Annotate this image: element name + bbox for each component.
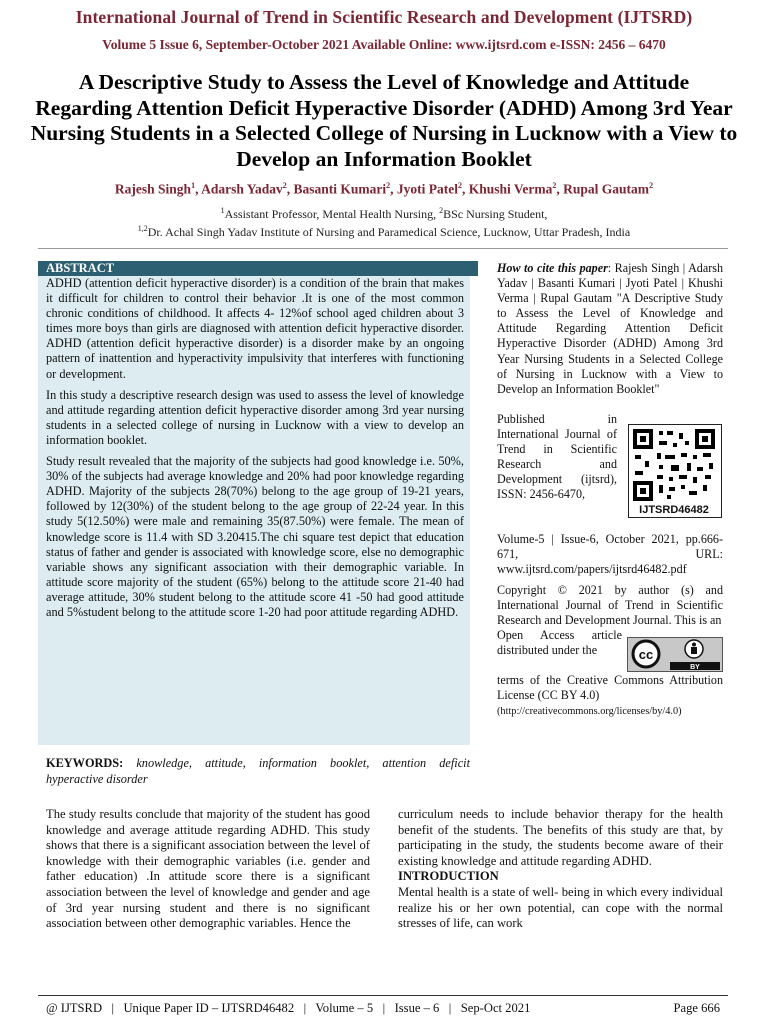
author: Rajesh Singh xyxy=(114,181,192,197)
license-url[interactable]: (http://creativecommons.org/licenses/by/4.0) xyxy=(497,706,682,717)
abstract-paragraph: ADHD (attention deficit hyperactive disorder) is a condition of the brain that makes it difficult for children to control their behavior .It is one of the most common chronic conditions of childhood. It affects 4- 12%of school aged children about 3 times more boys than girls are diagnosed with attention deficit hyperactive disorder. ADHD (attention deficit hyperactive disorder) is a disorder make by an ongoing pattern of inattention and hyperactivity impulsivity that interferes with functioning or development. xyxy=(46,276,464,381)
author-separator: , xyxy=(286,181,294,197)
keywords xyxy=(46,755,470,787)
cc-by-license-icon xyxy=(627,637,723,672)
affiliation-sup: 1,2 xyxy=(137,224,148,233)
header-divider xyxy=(38,248,728,249)
author-sup: 2 xyxy=(458,181,462,190)
citation-label: How to cite this paper xyxy=(497,261,608,275)
affiliation-line-1 xyxy=(0,206,768,222)
page-footer xyxy=(46,1001,726,1016)
cc-by-text: BY xyxy=(690,664,700,671)
author-sup: 2 xyxy=(282,181,287,190)
author-separator: , xyxy=(462,181,469,197)
affiliation-text: BSc Nursing Student, xyxy=(443,207,548,221)
author: Rupal Gautam xyxy=(563,181,650,197)
citation-details: Volume-5 | Issue-6, October 2021, pp.666-671, URL: www.ijtsrd.com/papers/ijtsrd46482.pdf xyxy=(497,532,723,577)
footer-text: @ IJTSRD | Unique Paper ID – IJTSRD46482 | Volume – 5 | Issue – 6 | Sep-Oct 2021 xyxy=(46,1001,531,1015)
paper-title: A Descriptive Study to Assess the Level of Knowledge and Attitude Regarding Attention Deficit Hyperactive Disorder (ADHD) Among 3rd Year Nursing Students in a Selected College of Nursing in Lucknow with a View to Develop an Information Booklet xyxy=(30,70,738,171)
keywords-label: KEYWORDS: xyxy=(46,756,124,770)
body-column-left: The study results conclude that majority of the student has good knowledge and average attitude regarding ADHD. This study shows that there is a significant association between the level of knowledge with their demographic variables (i.e. gender and father education) .In attitude score there is a significant association between the level of knowledge and gender and age of 3rd year nursing student and there is no significant association between other demographic variables. Hence the xyxy=(46,807,370,931)
abstract-paragraph: In this study a descriptive research design was used to assess the level of knowledge and attitude regarding attention deficit hyperactive disorder among 3rd year nursing students in a selected college of nursing in Lucknow with a view to develop an information booklet. xyxy=(46,387,464,447)
citation-published: Published in International Journal of Trend in Scientific Research and Development (ijtsrd), ISSN: 2456-6470, xyxy=(497,412,617,502)
copyright-notice: Copyright © 2021 by author (s) and International Journal of Trend in Scientific Research and Development Journal. This is an xyxy=(497,583,723,628)
affiliation-text: Dr. Achal Singh Yadav Institute of Nursing and Paramedical Science, Lucknow, Uttar Pradesh, India xyxy=(147,225,631,239)
affiliation-text: Assistant Professor, Mental Health Nursing, xyxy=(224,207,440,221)
keywords-text: knowledge, attitude, information booklet, attention deficit hyperactive disorder xyxy=(46,756,470,786)
body-paragraph: curriculum needs to include behavior therapy for the health benefit of the students. The benefits of this study are that, by participating in the study, the students become aware of their existing knowledge and attitude regarding ADHD. xyxy=(398,807,723,868)
abstract-paragraph: Study result revealed that the majority of the subjects had good knowledge i.e. 50%, 30% of the subjects had average knowledge and 20% had poor knowledge regarding ADHD. Majority of the subjects 28(70%) belong to the age group of 19-21 years, followed by 12(30%) of the student belong to the age group of 22-24 year. In this study 5(12.50%) were male and remaining 35(87.50%) were female. The mean of knowledge score is 11.4 with SD 3.20415.The chi square test depict that education status of father and gender is associated with knowledge score, else no demographic variable shows any significant association with their demographic variable. In attitude score majority of the student (65%) belong to the attitude score 21-40 had average attitude, 30% student belong to the attitude score 41 -50 had good attitude and 5%student belong to the attitude score 1-20 had poor attitude regarding ADHD. xyxy=(46,454,464,619)
body-column-right xyxy=(398,807,723,932)
author-list xyxy=(0,181,768,198)
author: Basanti Kumari xyxy=(293,181,387,197)
author: Adarsh Yadav xyxy=(201,181,283,197)
author-sup: 2 xyxy=(552,181,557,190)
author-separator: , xyxy=(556,181,564,197)
page-number: Page 666 xyxy=(673,1001,720,1015)
cc-mark-text: cc xyxy=(638,647,654,662)
open-access-text: Open Access article distributed under the xyxy=(497,628,622,658)
author-separator: , xyxy=(390,181,397,197)
section-heading-introduction: INTRODUCTION xyxy=(398,869,499,884)
abstract-body xyxy=(46,276,464,626)
affiliation-sup: 1 xyxy=(220,206,225,215)
introduction-paragraph: Mental health is a state of well- being in which every individual realize his or her own potential, can cope with the normal stresses of life, can work xyxy=(398,884,723,931)
qr-code-label: IJTSRD46482 xyxy=(639,504,709,516)
author-sup: 1 xyxy=(191,181,196,190)
author: Jyoti Patel xyxy=(396,181,458,197)
affiliation-line-2 xyxy=(0,224,768,240)
author-sup: 2 xyxy=(386,181,391,190)
affiliation-sup: 2 xyxy=(439,206,444,215)
citation-block xyxy=(497,261,723,397)
license-terms: terms of the Creative Commons Attribution License (CC BY 4.0) xyxy=(497,673,723,703)
author: Khushi Verma xyxy=(468,181,553,197)
citation-text: : Rajesh Singh | Adarsh Yadav | Basanti Kumari | Jyoti Patel | Khushi Verma | Rupal Gautam "A Descriptive Study to Assess the Level of Knowledge and Attitude Regarding Attention Deficit Hyperactive Disorder (ADHD) Among 3rd Year Nursing Students in a Selected College of Nursing in Lucknow with a View to Develop an Information Booklet" xyxy=(497,261,723,396)
journal-name: International Journal of Trend in Scientific Research and Development (IJTSRD) xyxy=(75,7,693,27)
author-sup: 2 xyxy=(649,181,654,190)
author-separator: , xyxy=(195,181,202,197)
journal-volume-line: Volume 5 Issue 6, September-October 2021 Available Online: www.ijtsrd.com e-ISSN: 2456 – 6470 xyxy=(102,37,666,52)
abstract-heading: ABSTRACT xyxy=(38,261,478,276)
footer-divider xyxy=(38,995,728,996)
